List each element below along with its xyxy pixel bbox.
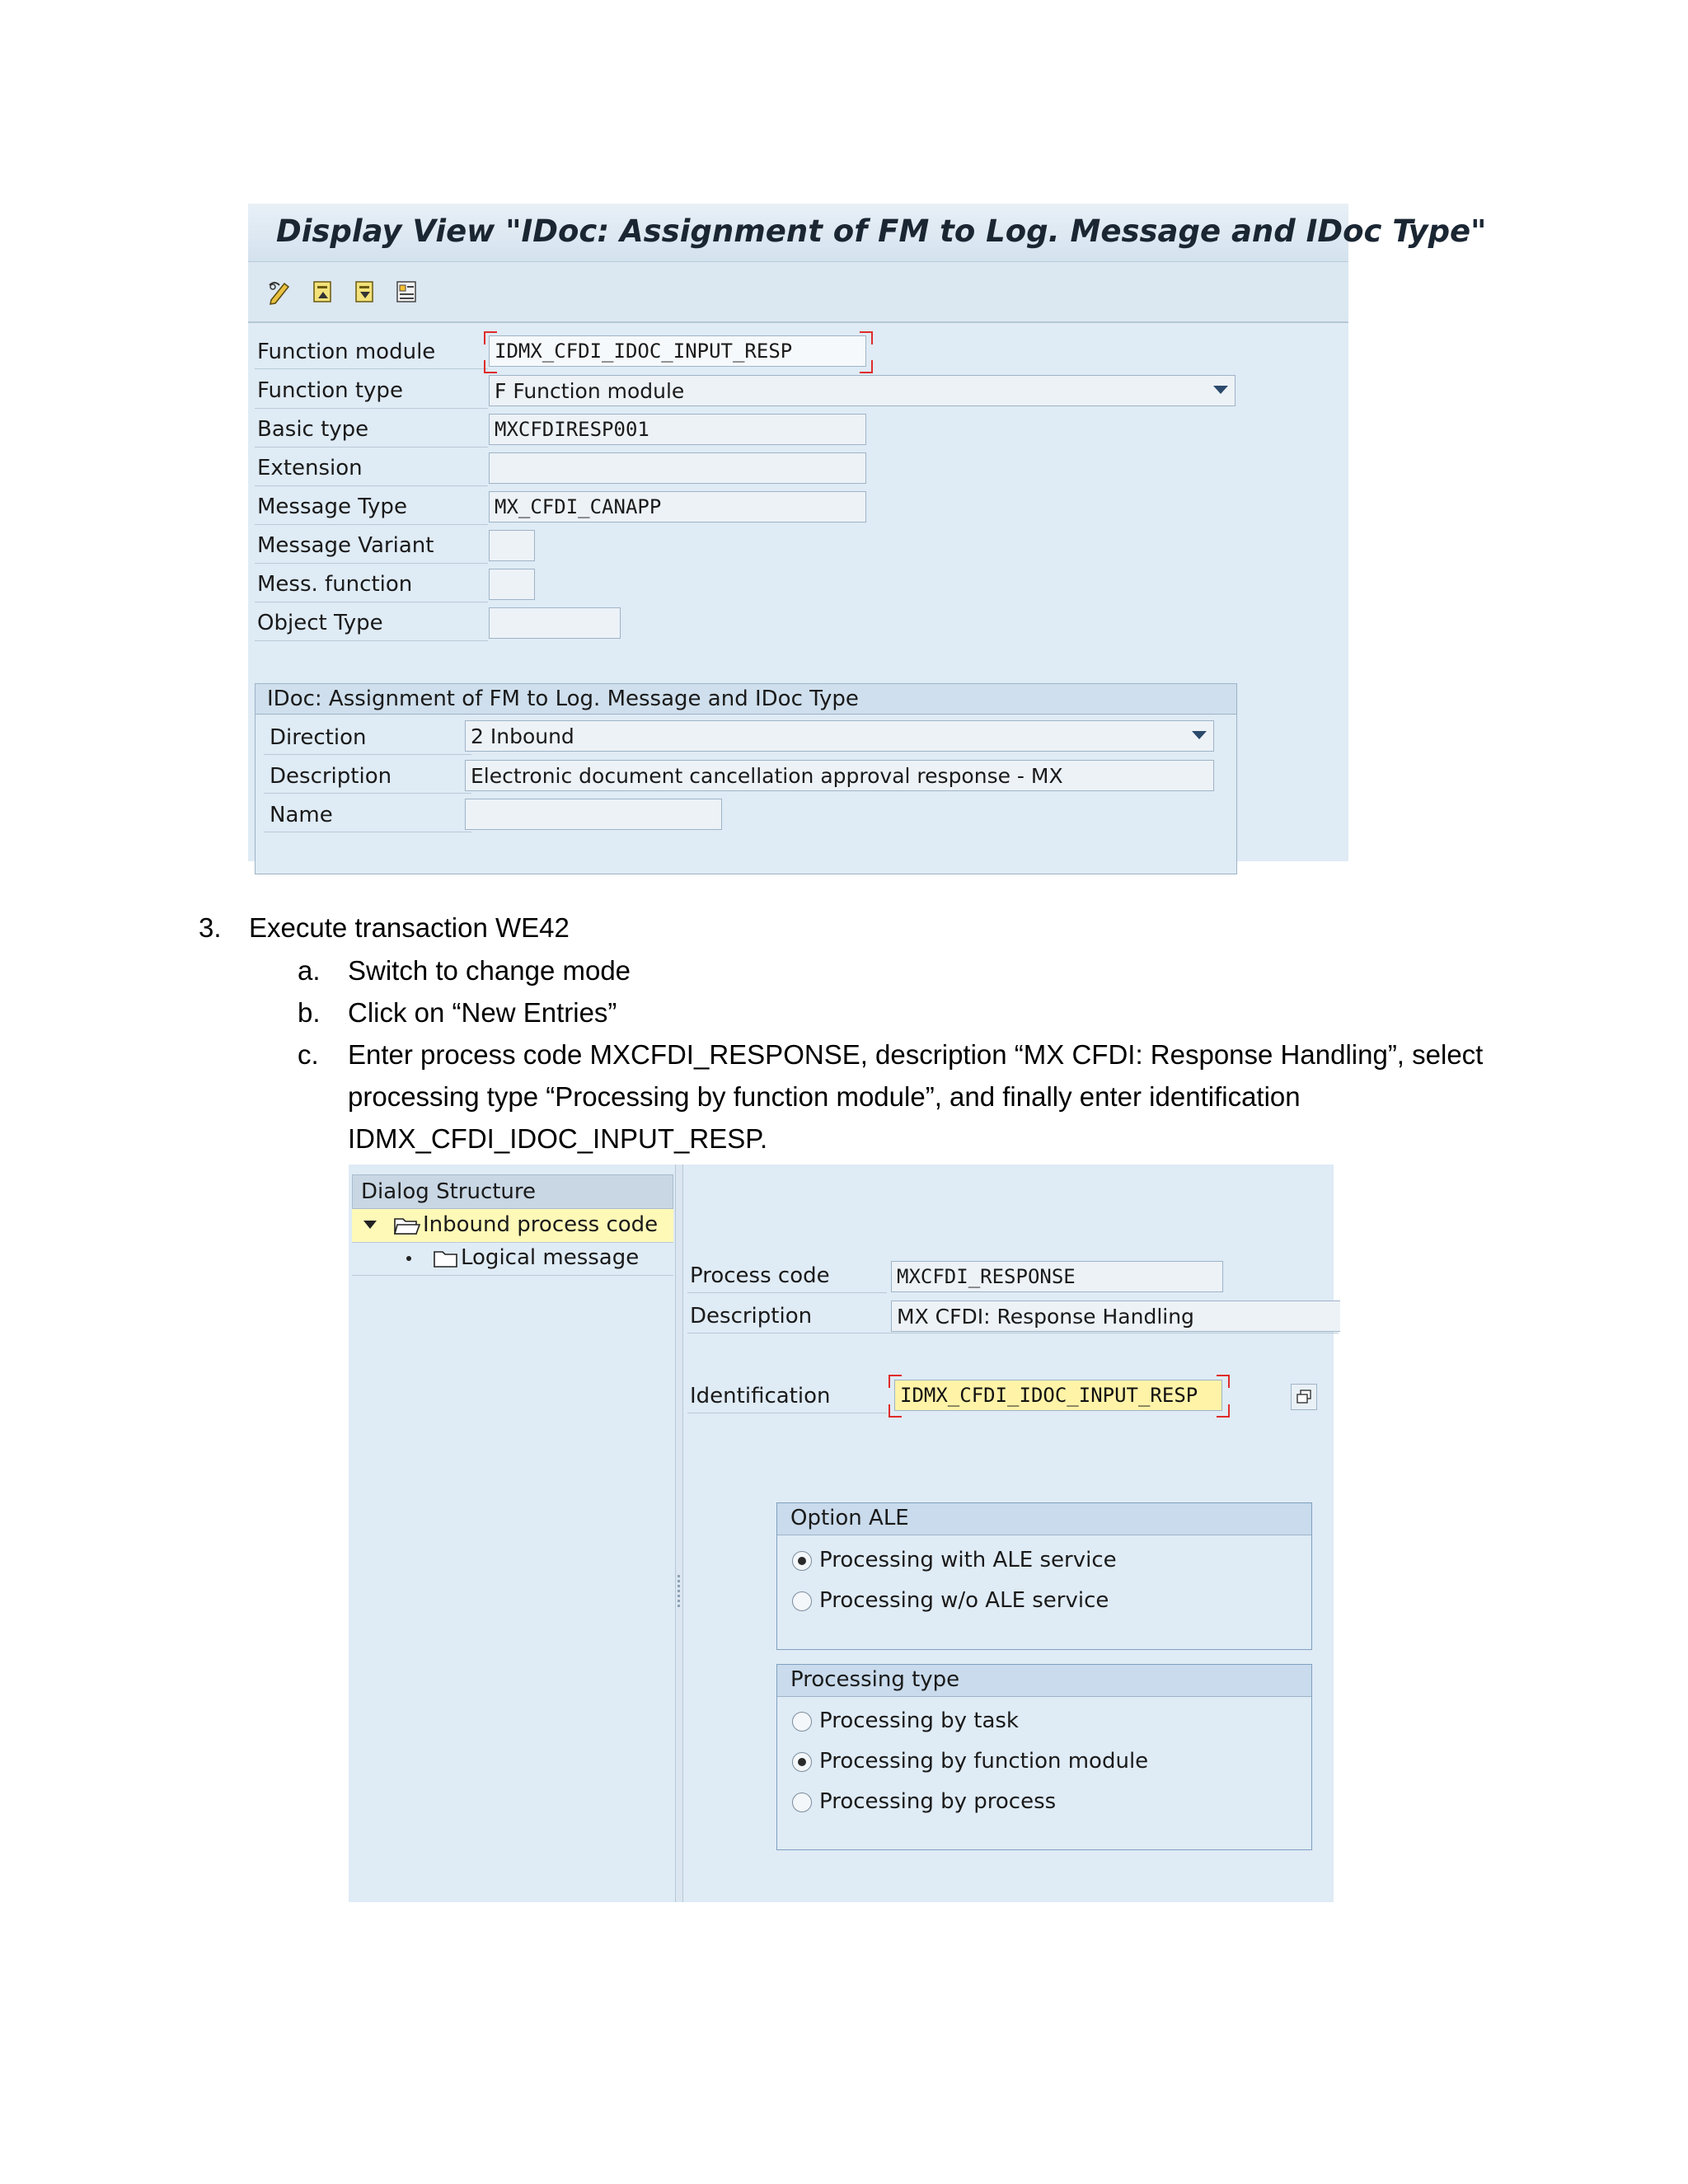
substep-c-marker: c. xyxy=(298,1039,319,1070)
option-ale-title: Option ALE xyxy=(790,1506,909,1530)
variable-list-icon[interactable] xyxy=(394,279,419,305)
message-type-field[interactable]: MX_CFDI_CANAPP xyxy=(489,491,866,523)
group-header xyxy=(256,684,1236,715)
substep-b-marker: b. xyxy=(298,997,321,1028)
mess-function-field[interactable] xyxy=(489,569,535,600)
extension-field[interactable] xyxy=(489,452,866,484)
name-field[interactable] xyxy=(465,799,722,830)
chevron-down-icon[interactable] xyxy=(1213,386,1228,394)
bullet-icon xyxy=(406,1256,411,1261)
value-help-button[interactable] xyxy=(1291,1384,1317,1410)
message-variant-label: Message Variant xyxy=(257,533,434,558)
function-module-field[interactable]: IDMX_CFDI_IDOC_INPUT_RESP xyxy=(489,335,866,367)
identification-label: Identification xyxy=(690,1384,831,1408)
group-title: IDoc: Assignment of FM to Log. Message and IDoc Type xyxy=(267,687,859,711)
radio-processing-by-task[interactable] xyxy=(792,1712,812,1732)
step-text: Execute transaction WE42 xyxy=(249,912,570,943)
next-entry-icon[interactable] xyxy=(353,279,377,305)
substep-c-line-3: IDMX_CFDI_IDOC_INPUT_RESP. xyxy=(348,1123,768,1154)
object-type-field[interactable] xyxy=(489,607,621,639)
option-ale-header xyxy=(777,1503,1311,1535)
basic-type-label: Basic type xyxy=(257,417,369,442)
radio-processing-without-ale[interactable] xyxy=(792,1591,812,1611)
splitter-handle[interactable] xyxy=(675,1165,683,1902)
dialog-structure-panel xyxy=(349,1165,676,1902)
substep-c-line-1: Enter process code MXCFDI_RESPONSE, description “MX CFDI: Response Handling”, select xyxy=(348,1039,1484,1070)
identification-field[interactable]: IDMX_CFDI_IDOC_INPUT_RESP xyxy=(894,1380,1222,1411)
dialog-structure-header xyxy=(352,1174,673,1209)
substep-a-text: Switch to change mode xyxy=(348,955,631,986)
application-toolbar xyxy=(248,262,1348,323)
window-title: Display View "IDoc: Assignment of FM to Log. Message and IDoc Type" xyxy=(276,213,1487,249)
folder-icon xyxy=(433,1247,459,1270)
open-folder-icon xyxy=(393,1214,421,1237)
tree-item-label: Inbound process code xyxy=(423,1212,659,1237)
direction-label: Direction xyxy=(270,725,367,750)
extension-label: Extension xyxy=(257,456,363,480)
process-code-field[interactable]: MXCFDI_RESPONSE xyxy=(891,1261,1223,1292)
radio-label: Processing by function module xyxy=(819,1749,1149,1774)
substep-a-marker: a. xyxy=(298,955,321,986)
option-ale-group xyxy=(776,1502,1312,1650)
description-label: Description xyxy=(690,1304,813,1329)
radio-label: Processing by process xyxy=(819,1789,1057,1814)
assignment-group-box xyxy=(255,683,1237,874)
processing-type-title: Processing type xyxy=(790,1667,960,1692)
tree-item-label: Logical message xyxy=(461,1245,640,1270)
description-label: Description xyxy=(270,764,392,789)
radio-processing-by-function-module[interactable] xyxy=(792,1752,812,1772)
window-title-bar xyxy=(248,204,1487,262)
processing-type-group xyxy=(776,1664,1312,1850)
radio-label: Processing with ALE service xyxy=(819,1548,1117,1572)
mess-function-label: Mess. function xyxy=(257,572,413,597)
message-type-label: Message Type xyxy=(257,494,407,519)
radio-processing-by-process[interactable] xyxy=(792,1793,812,1812)
step-number: 3. xyxy=(199,912,222,943)
tree-item-inbound-process-code[interactable] xyxy=(352,1209,673,1243)
message-variant-field[interactable] xyxy=(489,530,535,561)
radio-label: Processing w/o ALE service xyxy=(819,1588,1109,1613)
basic-type-field[interactable]: MXCFDIRESP001 xyxy=(489,414,866,445)
process-code-label: Process code xyxy=(690,1263,830,1288)
description-field[interactable]: MX CFDI: Response Handling xyxy=(891,1301,1340,1332)
function-type-dropdown[interactable]: F Function module xyxy=(489,375,1236,406)
function-type-label: Function type xyxy=(257,378,403,403)
description-field[interactable]: Electronic document cancellation approval response - MX xyxy=(465,760,1214,791)
object-type-label: Object Type xyxy=(257,611,383,635)
substep-b-text: Click on “New Entries” xyxy=(348,997,617,1028)
processing-type-header xyxy=(777,1665,1311,1697)
expand-triangle-icon[interactable] xyxy=(363,1221,377,1229)
radio-label: Processing by task xyxy=(819,1708,1019,1733)
window-copy-icon xyxy=(1296,1389,1312,1405)
name-label: Name xyxy=(270,803,333,827)
dialog-structure-title: Dialog Structure xyxy=(361,1179,537,1204)
direction-dropdown[interactable]: 2 Inbound xyxy=(465,720,1214,752)
change-mode-icon[interactable] xyxy=(268,279,293,305)
function-module-label: Function module xyxy=(257,340,436,364)
chevron-down-icon[interactable] xyxy=(1192,731,1207,739)
radio-processing-with-ale[interactable] xyxy=(792,1551,812,1571)
previous-entry-icon[interactable] xyxy=(311,279,335,305)
display-view-screenshot xyxy=(248,204,1487,861)
tree-item-logical-message[interactable] xyxy=(352,1242,673,1276)
substep-c-line-2: processing type “Processing by function module”, and finally enter identification xyxy=(348,1081,1301,1112)
process-code-screenshot xyxy=(349,1165,1334,1902)
